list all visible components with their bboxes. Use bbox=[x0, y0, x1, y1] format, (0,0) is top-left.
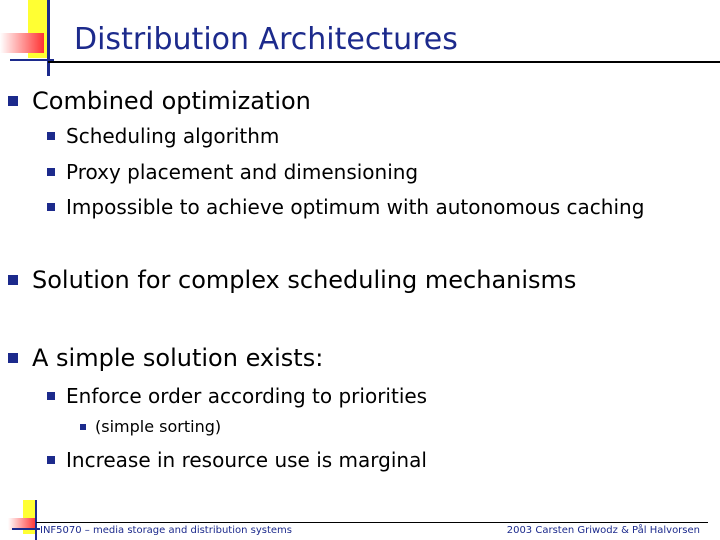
sub-bullet-proxy-placement bbox=[47, 162, 418, 182]
bullet-text: Solution for complex scheduling mechanisms bbox=[32, 266, 577, 294]
bullet-text: Scheduling algorithm bbox=[66, 124, 280, 148]
bullet-text: (simple sorting) bbox=[95, 417, 222, 436]
corner-red-bar bbox=[0, 33, 44, 53]
sub-bullet-resource-use bbox=[47, 450, 427, 470]
square-bullet-icon bbox=[47, 456, 55, 464]
bullet-solution-complex-scheduling bbox=[8, 268, 576, 292]
square-bullet-icon bbox=[8, 353, 18, 363]
square-bullet-icon bbox=[47, 168, 55, 176]
sub-bullet-impossible-optimum bbox=[47, 197, 644, 217]
bullet-text: Enforce order according to priorities bbox=[66, 384, 428, 408]
bullet-text: Combined optimization bbox=[32, 87, 311, 115]
footer-course: INF5070 – media storage and distribution systems bbox=[40, 525, 293, 536]
square-bullet-icon bbox=[8, 275, 18, 285]
bullet-combined-optimization bbox=[8, 89, 311, 113]
title-divider bbox=[48, 61, 720, 63]
corner-blue-vertical bbox=[47, 0, 50, 76]
bullet-text: Increase in resource use is marginal bbox=[66, 448, 427, 472]
square-bullet-icon bbox=[80, 424, 86, 430]
footer-authors: 2003 Carsten Griwodz & Pål Halvorsen bbox=[506, 525, 700, 536]
footer-divider bbox=[36, 522, 708, 523]
bullet-text: Proxy placement and dimensioning bbox=[66, 160, 419, 184]
square-bullet-icon bbox=[47, 132, 55, 140]
sub-bullet-scheduling-algorithm bbox=[47, 126, 279, 146]
sub-bullet-enforce-order bbox=[47, 386, 427, 406]
bullet-text: A simple solution exists: bbox=[32, 344, 324, 372]
slide-title: Distribution Architectures bbox=[74, 22, 458, 57]
square-bullet-icon bbox=[47, 392, 55, 400]
footer-corner-blue-vertical bbox=[35, 500, 37, 540]
footer-corner-blue-horizontal bbox=[12, 528, 40, 530]
bullet-text: Impossible to achieve optimum with autonomous caching bbox=[66, 195, 645, 219]
bullet-simple-solution bbox=[8, 346, 323, 370]
square-bullet-icon bbox=[8, 96, 18, 106]
sub-sub-bullet-simple-sorting bbox=[80, 419, 221, 435]
square-bullet-icon bbox=[47, 203, 55, 211]
